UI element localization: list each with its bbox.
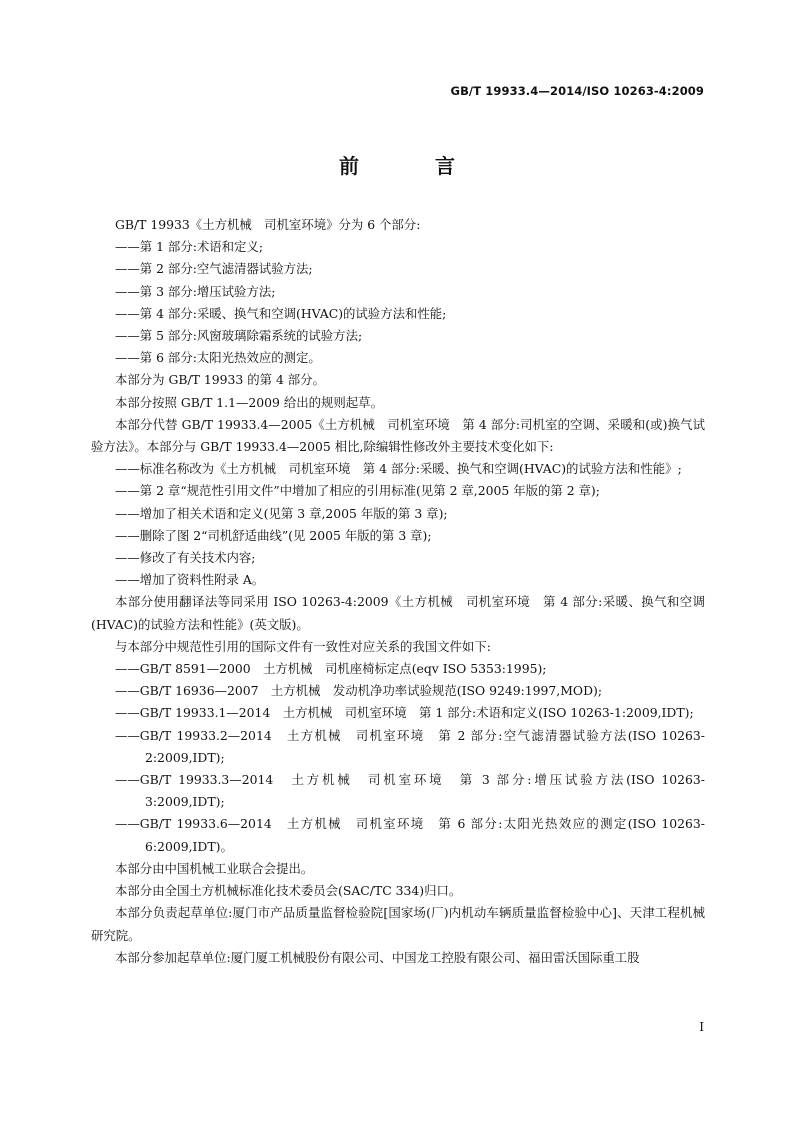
paragraph: 本部分负责起草单位:厦门市产品质量监督检验院[国家场(厂)内机动车辆质量监督检验中心]、天津工程机械研究院。 — [91, 905, 705, 943]
dash-list-item: ——第 2 章“规范性引用文件”中增加了相应的引用标准(见第 2 章,2005 年版的第 2 章); — [115, 483, 600, 499]
dash-list-item: ——GB/T 19933.1—2014 土方机械 司机室环境 第 1 部分:术语和定义(ISO 10263-1:2009,IDT); — [115, 705, 694, 721]
dash-list-item: ——GB/T 8591—2000 土方机械 司机座椅标定点(eqv ISO 5353:1995); — [115, 661, 547, 677]
dash-list-item: ——修改了有关技术内容; — [115, 550, 256, 566]
paragraph: 本部分由全国土方机械标准化技术委员会(SAC/TC 334)归口。 — [115, 883, 462, 899]
dash-list-item: ——第 4 部分:采暖、换气和空调(HVAC)的试验方法和性能; — [115, 305, 447, 321]
dash-list-item: ——GB/T 19933.2—2014 土方机械 司机室环境 第 2 部分:空气滤清器试验方法(ISO 10263-2:2009,IDT); — [115, 727, 705, 765]
dash-list-item: ——第 6 部分:太阳光热效应的测定。 — [115, 350, 321, 366]
paragraph: 本部分由中国机械工业联合会提出。 — [115, 860, 314, 876]
dash-list-item: ——第 2 部分:空气滤清器试验方法; — [115, 261, 313, 277]
paragraph: 本部分为 GB/T 19933 的第 4 部分。 — [115, 372, 325, 388]
page-number: I — [699, 1020, 704, 1034]
dash-list-item: ——第 5 部分:风窗玻璃除霜系统的试验方法; — [115, 328, 363, 344]
dash-list-item: ——第 3 部分:增压试验方法; — [115, 283, 276, 299]
dash-list-item: ——GB/T 19933.6—2014 土方机械 司机室环境 第 6 部分:太阳光热效应的测定(ISO 10263-6:2009,IDT)。 — [115, 816, 705, 854]
dash-list-item: ——第 1 部分:术语和定义; — [115, 239, 264, 255]
paragraph: 本部分代替 GB/T 19933.4—2005《土方机械 司机室环境 第 4 部分:司机室的空调、采暖和(或)换气试验方法》。本部分与 GB/T 19933.4—2005 相比,除编辑性修改外主要技术变化如下: — [91, 416, 705, 455]
dash-list-item: ——增加了相关术语和定义(见第 3 章,2005 年版的第 3 章); — [115, 505, 448, 521]
dash-list-item: ——增加了资料性附录 A。 — [115, 572, 265, 588]
document-body — [91, 214, 705, 969]
paragraph: 与本部分中规范性引用的国际文件有一致性对应关系的我国文件如下: — [115, 638, 491, 654]
paragraph: 本部分使用翻译法等同采用 ISO 10263-4:2009《土方机械 司机室环境 第 4 部分:采暖、换气和空调(HVAC)的试验方法和性能》(英文版)。 — [91, 594, 705, 632]
paragraph: 本部分按照 GB/T 1.1—2009 给出的规则起草。 — [115, 394, 383, 410]
dash-list-item: ——标准名称改为《土方机械 司机室环境 第 4 部分:采暖、换气和空调(HVAC)的试验方法和性能》; — [115, 461, 682, 477]
dash-list-item: ——GB/T 16936—2007 土方机械 发动机净功率试验规范(ISO 9249:1997,MOD); — [115, 683, 603, 699]
standard-number-header: GB/T 19933.4—2014/ISO 10263-4:2009 — [450, 84, 704, 98]
page-title: 前 言 — [339, 154, 483, 178]
dash-list-item: ——删除了图 2“司机舒适曲线”(见 2005 年版的第 3 章); — [115, 527, 432, 543]
paragraph: GB/T 19933《土方机械 司机室环境》分为 6 个部分: — [115, 217, 421, 232]
dash-list-item: ——GB/T 19933.3—2014 土方机械 司机室环境 第 3 部分:增压试验方法(ISO 10263-3:2009,IDT); — [115, 772, 705, 810]
paragraph: 本部分参加起草单位:厦门厦工机械股份有限公司、中国龙工控股有限公司、福田雷沃国际重工股 — [115, 949, 640, 965]
